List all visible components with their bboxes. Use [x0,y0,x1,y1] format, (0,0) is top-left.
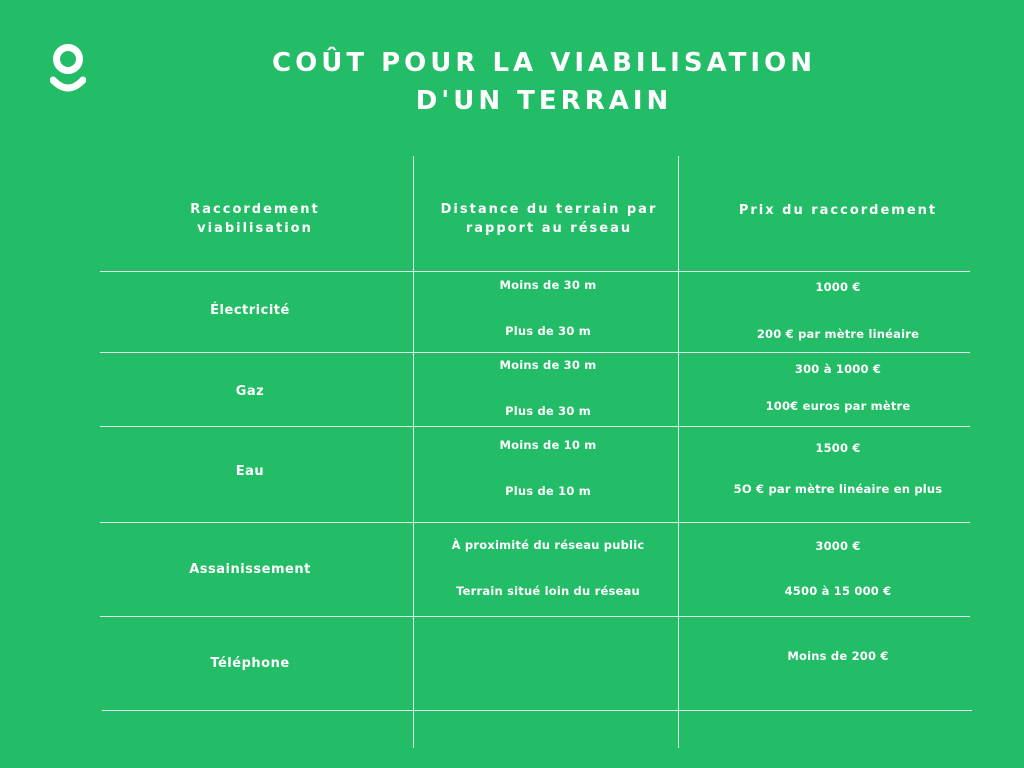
row-label: Eau [235,464,265,479]
price-value: 1000 € [815,280,861,294]
row-divider [100,426,970,427]
price-value: 4500 à 15 000 € [784,584,892,598]
price-value: 3000 € [815,539,861,553]
column-header-distance: Distance du terrain par rapport au réseau [440,202,658,236]
column-header-raccordement: Raccordement viabilisation [190,202,320,236]
column-header-prix: Prix du raccordement [738,203,938,218]
distance-value: Plus de 30 m [505,404,591,418]
distance-value: Moins de 10 m [499,438,597,452]
row-divider [100,616,970,617]
distance-value: Plus de 30 m [505,324,591,338]
distance-value: Terrain situé loin du réseau [456,584,640,598]
price-value: 100€ euros par mètre [765,399,911,413]
price-value: 5O € par mètre linéaire en plus [733,482,943,496]
row-divider [100,522,970,523]
price-value: 300 à 1000 € [794,362,882,376]
row-divider [102,710,972,711]
distance-value: Moins de 30 m [499,278,597,292]
price-value: 200 € par mètre linéaire [756,327,920,341]
column-divider [413,156,414,748]
distance-value: Plus de 10 m [505,484,591,498]
price-value: 1500 € [815,441,861,455]
page-title-line-2: D'UN TERRAIN [415,86,673,116]
price-value: Moins de 200 € [787,649,889,663]
row-divider [100,352,970,353]
row-label: Gaz [235,384,265,399]
row-label: Assainissement [189,562,311,577]
row-label: Téléphone [210,656,290,671]
distance-value: Moins de 30 m [499,358,597,372]
row-divider [100,271,970,272]
distance-value: À proximité du réseau public [451,538,645,552]
row-label: Électricité [210,303,290,318]
page-title-line-1: COÛT POUR LA VIABILISATION [272,48,816,78]
